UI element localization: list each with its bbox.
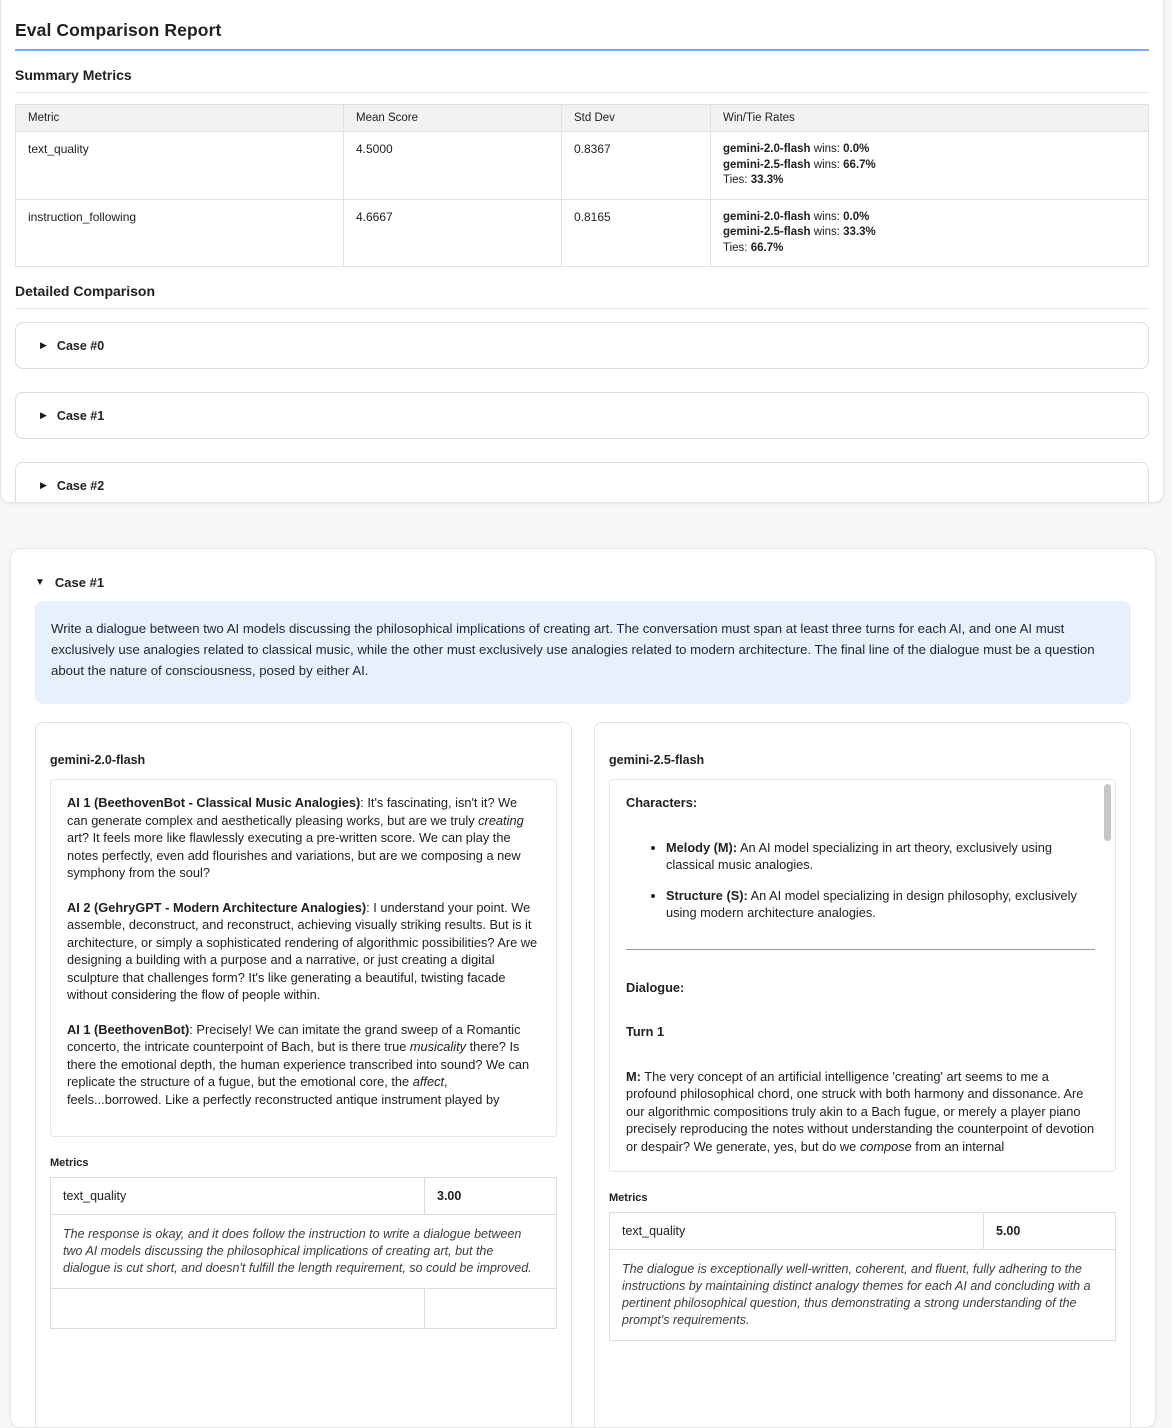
std-dev-cell: 0.8165 <box>562 199 711 267</box>
case-label: Case #1 <box>54 575 105 590</box>
paragraph: AI 1 (BeethovenBot): Precisely! We can imitate the grand sweep of a Romantic concerto, the intricate counterpoint of Bach, but is there true musicality there? Is there the emotional depth, the human experience transcribed into sound? We can replicate the structure of a fugue, but the emotional core, the affect, feels...borrowed. Like a perfectly reconstructed antique instrument played by <box>67 1021 530 1107</box>
metric-score-row <box>610 1213 1116 1250</box>
model-panel-gemini-2-0-flash <box>35 722 572 1428</box>
metrics-table <box>609 1212 1116 1341</box>
metric-name-cell: instruction_following <box>16 199 344 267</box>
expanded-case-card <box>10 548 1156 1428</box>
table-header-row <box>16 105 1149 132</box>
case-label: Case #0 <box>56 338 105 353</box>
response-text-box <box>50 779 557 1137</box>
header-std-dev: Std Dev <box>562 105 711 132</box>
case-1-expander[interactable] <box>15 392 1149 439</box>
header-mean-score: Mean Score <box>344 105 562 132</box>
summary-metrics-heading: Summary Metrics <box>15 67 1149 93</box>
metric-score-cell <box>425 1289 557 1329</box>
case-prompt: Write a dialogue between two AI models discussing the philosophical implications of creating art. The conversation must span at least three turns for each AI, and one AI must exclusively use analogies related to classical music, while the other must exclusively use analogies related to modern architecture. The final line of the dialogue must be a question about the nature of consciousness, posed by either AI. <box>35 601 1131 704</box>
metric-score-cell: 5.00 <box>984 1213 1116 1250</box>
metric-name-cell <box>51 1289 425 1329</box>
paragraph: AI 2 (GehryGPT - Modern Architecture Analogies): I understand your point. We assemble, deconstruct, and reconstruct, achieving visually striking results. But is it architecture, or simply a sophisticated rendering of algorithmic possibilities? Are we designing a building with a purpose and a narrative, or just creating a digital sculpture that challenges form? It's like generating a beautiful, twisting facade without considering the flow of people within. <box>67 899 538 1002</box>
header-metric: Metric <box>16 105 344 132</box>
win-tie-cell <box>711 132 1149 200</box>
std-dev-cell: 0.8367 <box>562 132 711 200</box>
win-rate-line: gemini-2.0-flash wins: 0.0% <box>723 210 870 223</box>
summary-metrics-table <box>15 104 1149 267</box>
metric-name-cell: text_quality <box>16 132 344 200</box>
win-rate-line: gemini-2.5-flash wins: 66.7% <box>723 158 876 171</box>
page-title: Eval Comparison Report <box>15 20 222 40</box>
metrics-label: Metrics <box>50 1157 89 1169</box>
table-row <box>16 199 1149 267</box>
metric-score-row <box>51 1178 557 1215</box>
list-item: • Structure (S): An AI model specializing in design philosophy, exclusively using modern architecture analogies. <box>666 887 1095 922</box>
case-label: Case #1 <box>56 408 105 423</box>
model-name: gemini-2.0-flash <box>50 753 146 767</box>
scrollbar-thumb[interactable] <box>1104 784 1111 841</box>
win-rate-line: gemini-2.0-flash wins: 0.0% <box>723 143 870 155</box>
response-text-box[interactable] <box>609 779 1116 1172</box>
paragraph: Dialogue: <box>626 979 685 995</box>
chevron-right-icon: ▶ <box>40 480 47 490</box>
case-2-expander[interactable] <box>15 462 1149 503</box>
report-card <box>0 0 1164 503</box>
metric-name-cell: text_quality <box>610 1213 984 1250</box>
paragraph: AI 1 (BeethovenBot - Classical Music Analogies): It's fascinating, isn't it? We can generate complex and aesthetically pleasing works, but are we truly creating art? It feels more like flawlessly executing a pre-written score. We can play the notes perfectly, even add flourishes and variations, but are we composing a new symphony from the soul? <box>67 795 524 880</box>
metric-score-cell: 3.00 <box>425 1178 557 1215</box>
win-tie-cell <box>711 199 1149 267</box>
paragraph: Characters: <box>626 795 698 810</box>
case-label: Case #2 <box>56 478 105 493</box>
chevron-down-icon: ▼ <box>35 577 45 588</box>
chevron-right-icon: ▶ <box>40 340 47 350</box>
metric-score-row <box>51 1289 557 1329</box>
metric-explanation: The dialogue is exceptionally well-written, coherent, and fluent, fully adhering to the instructions by maintaining distinct analogy themes for each AI and concluding with a pertinent philosophical question, thus demonstrating a strong understanding of the prompt's requirements. <box>610 1250 1116 1341</box>
mean-score-cell: 4.5000 <box>344 132 562 200</box>
chevron-right-icon: ▶ <box>40 410 47 420</box>
bullet-list <box>626 839 1095 922</box>
tie-rate-line: Ties: 66.7% <box>723 241 784 254</box>
metric-explanation: The response is okay, and it does follow the instruction to write a dialogue between two AI models discussing the philosophical implications of creating art, but the dialogue is cut short, and doesn't fulfill the length requirement, so could be improved. <box>51 1215 557 1289</box>
case-0-expander[interactable] <box>15 322 1149 369</box>
metrics-label: Metrics <box>609 1192 648 1204</box>
metric-explanation-row <box>610 1250 1116 1341</box>
tie-rate-line: Ties: 33.3% <box>723 174 784 186</box>
case-1-expanded-header[interactable] <box>35 575 1131 590</box>
mean-score-cell: 4.6667 <box>344 199 562 267</box>
detailed-comparison-heading: Detailed Comparison <box>15 283 1149 309</box>
table-row <box>16 132 1149 200</box>
comparison-columns <box>35 722 1131 1428</box>
model-name: gemini-2.5-flash <box>609 753 705 767</box>
list-item: • Melody (M): An AI model specializing in art theory, exclusively using classical music analogies. <box>666 839 1095 874</box>
metric-name-cell: text_quality <box>51 1178 425 1215</box>
win-rate-line: gemini-2.5-flash wins: 33.3% <box>723 226 876 238</box>
model-panel-gemini-2-5-flash <box>594 722 1131 1428</box>
divider <box>626 949 1095 950</box>
metrics-table <box>50 1177 557 1329</box>
paragraph: Turn 1 <box>626 1024 665 1039</box>
metric-explanation-row <box>51 1215 557 1289</box>
header-win-tie: Win/Tie Rates <box>711 105 1149 132</box>
title-underline <box>15 49 1149 51</box>
paragraph: M: The very concept of an artificial intelligence 'creating' art seems to me a profound philosophical chord, one struck with both harmony and dissonance. Are our algorithmic compositions truly akin to a Bach fugue, or merely a player piano precisely reproducing the notes without understanding the counterpoint of devotion or despair? We generate, yes, but do we compose from an internal <box>626 1068 1095 1154</box>
